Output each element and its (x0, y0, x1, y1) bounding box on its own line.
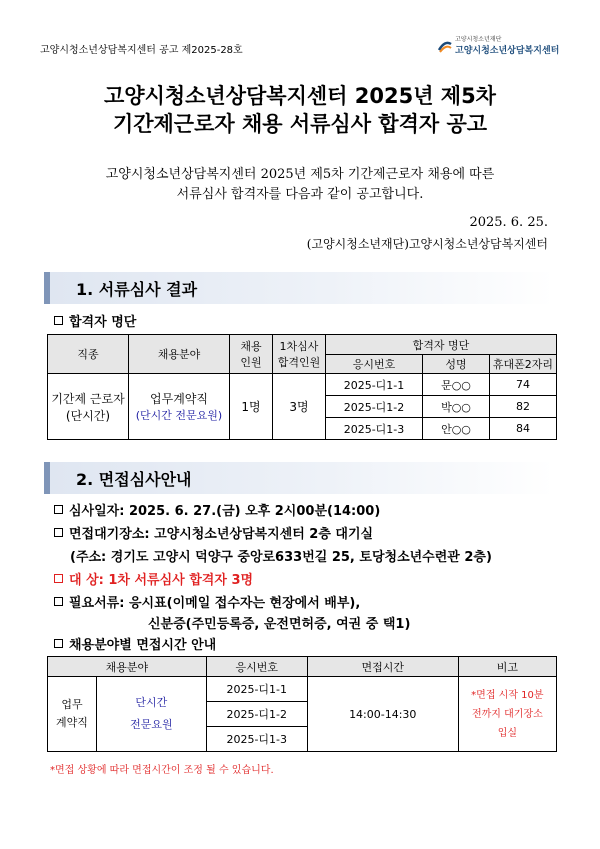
section1-title: 1. 서류심사 결과 (76, 280, 198, 299)
th-name: 성명 (423, 355, 490, 374)
interview-target (54, 569, 253, 588)
cell-int-field: 단시간 전문요원 (97, 677, 207, 752)
cell-int-cat: 업무 계약직 (48, 677, 97, 752)
th-field: 채용분야 (129, 335, 230, 374)
field-line1: 업무계약직 (150, 392, 208, 406)
checkbox-square-icon (54, 574, 63, 583)
cell-phone: 74 (490, 374, 557, 396)
interview-target-text: 대 상: 1차 서류심사 합격자 3명 (69, 573, 254, 588)
cell-field (129, 374, 230, 440)
th-job: 직종 (48, 335, 129, 374)
interview-place (54, 523, 373, 542)
th-phone: 휴대폰2자리 (490, 355, 557, 374)
checkbox-square-icon (54, 528, 63, 537)
th-hire: 채용 인원 (230, 335, 273, 374)
interview-date-text: 심사일자: 2025. 6. 27.(금) 오후 2시00분(14:00) (69, 504, 381, 519)
th-int-field: 채용분야 (48, 657, 207, 677)
required-docs-text: 필요서류: 응시표(이메일 접수자는 현장에서 배부), (69, 596, 361, 611)
logo-sub: 고양시청소년재단 (455, 36, 502, 43)
interview-date (54, 500, 380, 519)
section2-title: 2. 면접심사안내 (76, 470, 192, 489)
intro-line2: 서류심사 합격자를 다음과 같이 공고합니다. (176, 187, 424, 202)
checkbox-square-icon (54, 639, 63, 648)
logo-main: 고양시청소년상담복지센터 (455, 46, 560, 56)
th-int-note: 비고 (458, 657, 556, 677)
passer-list-label: 합격자 명단 (69, 315, 137, 330)
interview-place-text: 면접대기장소: 고양시청소년상담복지센터 2층 대기실 (69, 527, 374, 542)
th-num: 응시번호 (326, 355, 423, 374)
section2-header (44, 462, 554, 494)
interview-address: (주소: 경기도 고양시 덕양구 중앙로633번길 25, 토당청소년수련관 2층) (70, 550, 492, 565)
cell-int-note: *면접 시작 10분 전까지 대기장소 입실 (458, 677, 556, 752)
field-line2: (단시간 전문요원) (135, 409, 223, 422)
cell-int-num: 2025-디1-2 (206, 702, 307, 727)
cell-job: 기간제 근로자 (단시간) (48, 374, 129, 440)
logo (437, 34, 560, 58)
page-title-line2: 기간제근로자 채용 서류심사 합격자 공고 (112, 112, 488, 136)
cell-phone: 84 (490, 418, 557, 440)
announce-org: (고양시청소년재단)고양시청소년상담복지센터 (306, 237, 548, 251)
interview-table (47, 656, 557, 752)
cell-name: 박○○ (423, 396, 490, 418)
section1-header (44, 272, 554, 304)
schedule-heading (54, 634, 216, 653)
cell-int-num: 2025-디1-1 (206, 677, 307, 702)
cell-name: 문○○ (423, 374, 490, 396)
checkbox-square-icon (54, 597, 63, 606)
cell-hire: 1명 (230, 374, 273, 440)
cell-int-num: 2025-디1-3 (206, 727, 307, 752)
passer-list-heading (54, 311, 136, 330)
intro-line1: 고양시청소년상담복지센터 2025년 제5차 기간제근로자 채용에 따른 (105, 167, 495, 182)
cell-num: 2025-디1-3 (326, 418, 423, 440)
cell-first: 3명 (273, 374, 326, 440)
announce-date: 2025. 6. 25. (469, 215, 548, 230)
checkbox-square-icon (54, 316, 63, 325)
doc-number: 고양시청소년상담복지센터 공고 제2025-28호 (40, 45, 243, 56)
footnote: *면접 상황에 따라 면접시간이 조정 될 수 있습니다. (50, 765, 274, 776)
checkbox-square-icon (54, 505, 63, 514)
page-title-line1: 고양시청소년상담복지센터 2025년 제5차 (104, 84, 496, 108)
cell-phone: 82 (490, 396, 557, 418)
th-first: 1차심사 합격인원 (273, 335, 326, 374)
result-table (47, 334, 557, 440)
th-int-time: 면접시간 (307, 657, 458, 677)
th-list: 합격자 명단 (326, 335, 557, 355)
required-docs (54, 592, 360, 611)
logo-icon (437, 38, 453, 54)
cell-num: 2025-디1-1 (326, 374, 423, 396)
cell-num: 2025-디1-2 (326, 396, 423, 418)
schedule-heading-text: 채용분야별 면접시간 안내 (69, 638, 217, 653)
required-docs-line2: 신분증(주민등록증, 운전면허증, 여권 중 택1) (148, 617, 411, 632)
cell-name: 안○○ (423, 418, 490, 440)
cell-int-time: 14:00-14:30 (307, 677, 458, 752)
th-int-num: 응시번호 (206, 657, 307, 677)
